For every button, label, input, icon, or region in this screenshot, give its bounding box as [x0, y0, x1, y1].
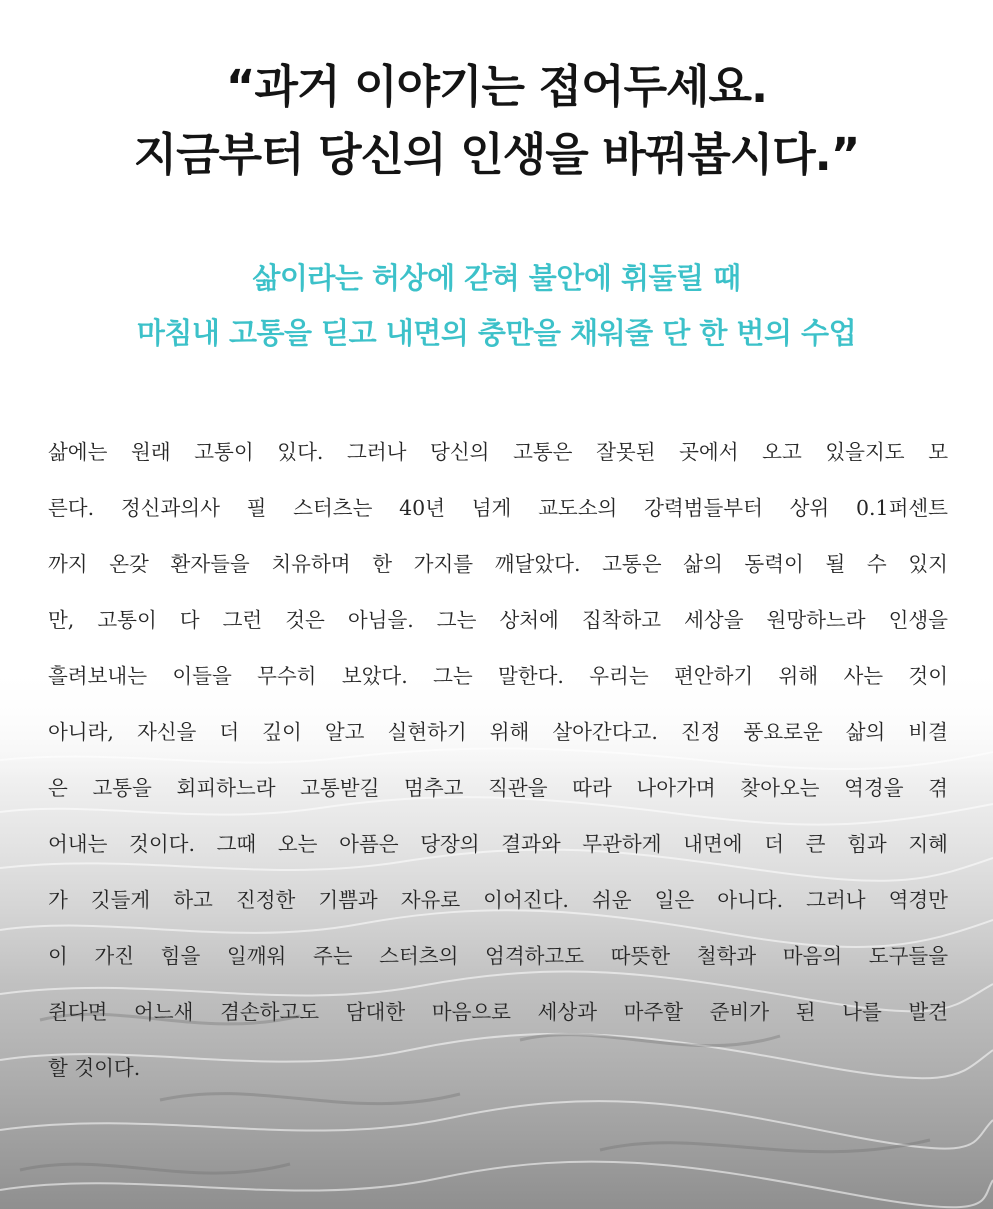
body-line: 어내는 것이다. 그때 오는 아픔은 당장의 결과와 무관하게 내면에 더 큰 힘과 지혜: [48, 832, 948, 856]
headline-quote-line-1: “과거 이야기는 접어두세요.: [225, 60, 768, 113]
body-line: 흘려보내는 이들을 무수히 보았다. 그는 말한다. 우리는 편안하기 위해 사는 것이: [48, 664, 948, 688]
subheadline-line-2: 마침내 고통을 딛고 내면의 충만을 채워줄 단 한 번의 수업: [136, 316, 857, 350]
body-line: 할 것이다.: [48, 1056, 141, 1080]
body-line: 삶에는 원래 고통이 있다. 그러나 당신의 고통은 잘못된 곳에서 오고 있을지도 모: [48, 440, 948, 464]
body-line: 아니라, 자신을 더 깊이 알고 실현하기 위해 살아간다고. 진정 풍요로운 삶의 비결: [48, 720, 948, 744]
body-line: 만, 고통이 다 그런 것은 아님을. 그는 상처에 집착하고 세상을 원망하느라 인생을: [48, 608, 948, 632]
body-line: 가 깃들게 하고 진정한 기쁨과 자유로 이어진다. 쉬운 일은 아니다. 그러나 역경만: [48, 888, 948, 912]
body-line: 이 가진 힘을 일깨워 주는 스터츠의 엄격하고도 따뜻한 철학과 마음의 도구들을: [48, 944, 948, 968]
body-line: 은 고통을 회피하느라 고통받길 멈추고 직관을 따라 나아가며 찾아오는 역경을 겪: [48, 776, 948, 800]
body-line: 쥔다면 어느새 겸손하고도 담대한 마음으로 세상과 마주할 준비가 된 나를 발견: [48, 1000, 948, 1024]
body-line: 른다. 정신과의사 필 스터츠는 40년 넘게 교도소의 강력범들부터 상위 0.1퍼센트: [48, 496, 948, 520]
body-paragraph: [48, 424, 948, 1096]
headline-quote-line-2: 지금부터 당신의 인생을 바꿔봅시다.”: [133, 128, 860, 181]
subheadline-line-1: 삶이라는 허상에 갇혀 불안에 휘둘릴 때: [252, 261, 741, 295]
body-line: 까지 온갖 환자들을 치유하며 한 가지를 깨달았다. 고통은 삶의 동력이 될 수 있지: [48, 552, 948, 576]
